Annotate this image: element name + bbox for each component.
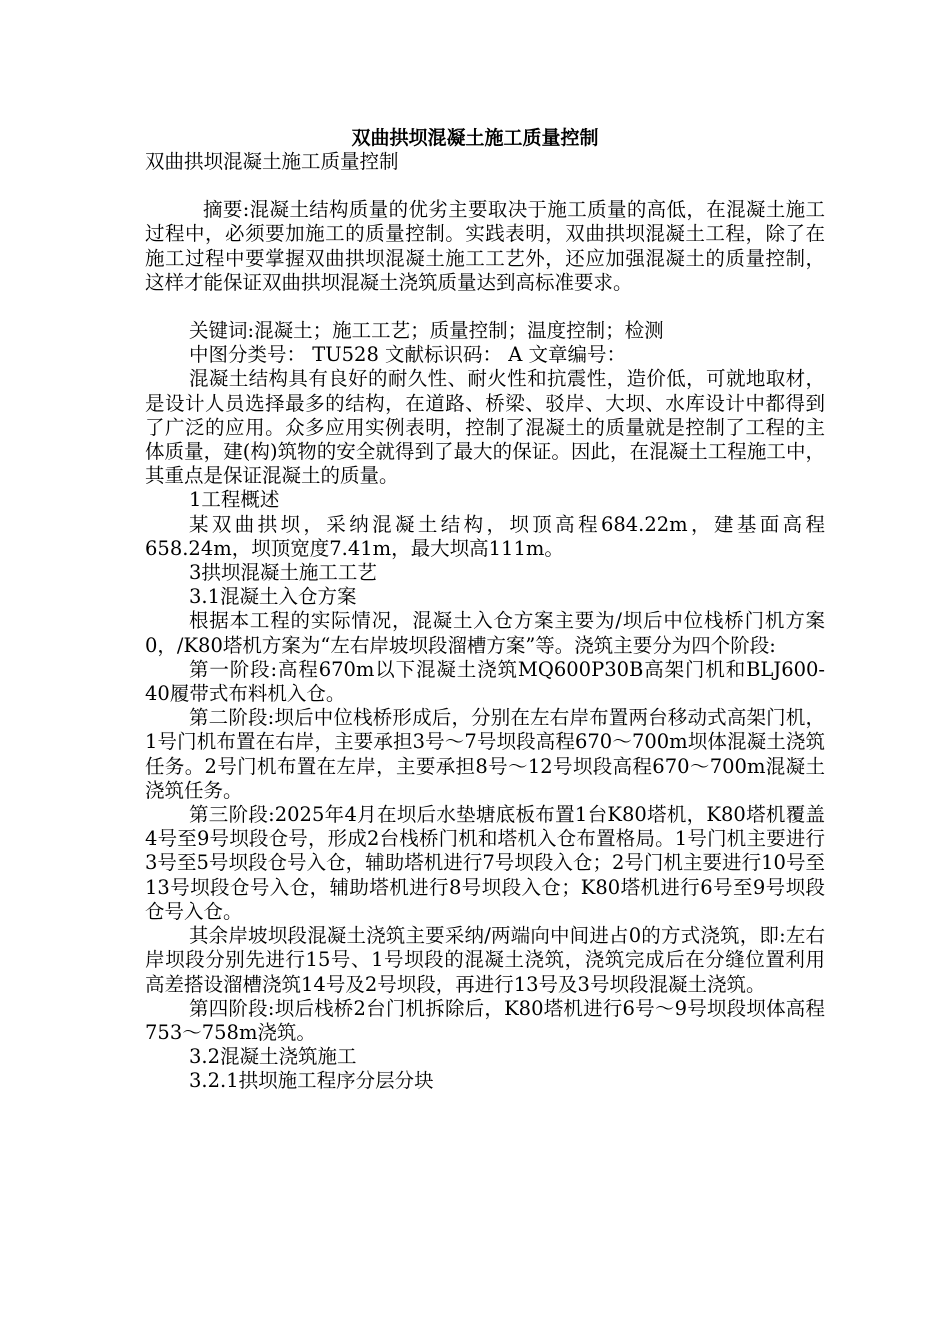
body-paragraph: 第三阶段:2025年4月在坝后水垫塘底板布置1台K80塔机，K80塔机覆盖4号至9号坝段仓号，形成2台栈桥门机和塔机入仓布置格局。1号门机主要进行3号至5号坝段仓号入仓，辅助塔机进行7号坝段入仓；2号门机主要进行10号至13号坝段仓号入仓，辅助塔机进行8号坝段入仓；K80塔机进行6号至9号坝段仓号入仓。 [145, 803, 825, 923]
section-heading: 3拱坝混凝土施工工艺 [189, 561, 377, 585]
spacer [145, 295, 825, 319]
body-paragraph: 根据本工程的实际情况，混凝土入仓方案主要为/坝后中位栈桥门机方案0，/K80塔机方案为“左右岸坡坝段溜槽方案”等。浇筑主要分为四个阶段: [145, 609, 825, 657]
body-paragraph: 其余岸坡坝段混凝土浇筑主要采纳/两端向中间进占0的方式浇筑，即:左右岸坝段分别先进行15号、1号坝段的混凝土浇筑，浇筑完成后在分缝位置利用高差搭设溜槽浇筑14号及2号坝段，再进行13号及3号坝段混凝土浇筑。 [145, 924, 825, 996]
subsection-heading: 3.1混凝土入仓方案 [189, 585, 357, 609]
document-title: 双曲拱坝混凝土施工质量控制 [351, 127, 599, 149]
body-paragraph: 第四阶段:坝后栈桥2台门机拆除后，K80塔机进行6号～9号坝段坝体高程753～758m浇筑。 [145, 996, 825, 1044]
body-paragraph: 第一阶段:高程670m以下混凝土浇筑MQ600P30B高架门机和BLJ600-40履带式布料机入仓。 [145, 657, 825, 706]
keywords-line: 关键词:混凝土；施工工艺；质量控制；温度控制；检测 [189, 319, 664, 343]
document-body [145, 150, 825, 1094]
body-paragraph: 混凝土结构具有良好的耐久性、耐火性和抗震性，造价低，可就地取材，是设计人员选择最多的结构，在道路、桥梁、驳岸、大坝、水库设计中都得到了广泛的应用。众多应用实例表明，控制了混凝土的质量就是控制了工程的主体质量，建(构)筑物的安全就得到了最大的保证。因此，在混凝土工程施工中，其重点是保证混凝土的质量。 [145, 367, 825, 488]
subsection-heading: 3.2.1拱坝施工程序分层分块 [189, 1069, 434, 1093]
classification-line: 中图分类号： TU528 文献标识码： A 文章编号： [189, 343, 627, 367]
section-heading: 1工程概述 [189, 488, 280, 512]
spacer [145, 174, 825, 198]
abstract-paragraph: 摘要:混凝土结构质量的优劣主要取决于施工质量的高低，在混凝土施工过程中，必须要加施工的质量控制。实践表明，双曲拱坝混凝土工程，除了在施工过程中要掌握双曲拱坝混凝土施工工艺外，还应加强混凝土的质量控制，这样才能保证双曲拱坝混凝土浇筑质量达到高标准要求。 [145, 198, 825, 294]
body-paragraph: 第二阶段:坝后中位栈桥形成后，分别在左右岸布置两台移动式高架门机，1号门机布置在右岸，主要承担3号～7号坝段高程670～700m坝体混凝土浇筑任务。2号门机布置在左岸，主要承担8号～12号坝段高程670～700m混凝土浇筑任务。 [145, 706, 825, 802]
subsection-heading: 3.2混凝土浇筑施工 [189, 1045, 357, 1069]
body-paragraph: 某双曲拱坝，采纳混凝土结构，坝顶高程684.22m，建基面高程658.24m，坝顶宽度7.41m，最大坝高111m。 [145, 512, 825, 560]
document-subtitle: 双曲拱坝混凝土施工质量控制 [145, 150, 399, 173]
